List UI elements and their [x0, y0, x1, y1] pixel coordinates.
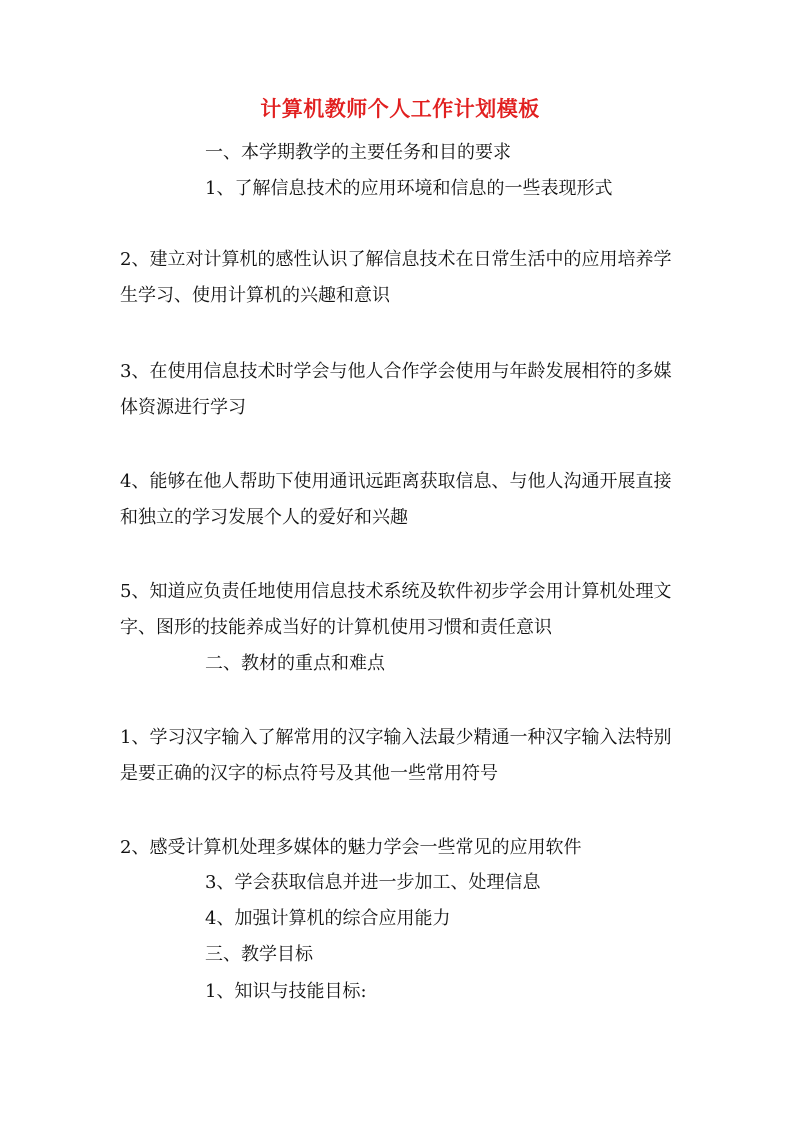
paragraph-2-3: 3、学会获取信息并进一步加工、处理信息: [205, 872, 541, 893]
paragraph-1-5: 5、知道应负责任地使用信息技术系统及软件初步学会用计算机处理文字、图形的技能养成当好的计算机使用习惯和责任意识: [120, 581, 672, 638]
paragraph-1-3: 3、在使用信息技术时学会与他人合作学会使用与年龄发展相符的多媒体资源进行学习: [120, 361, 672, 418]
paragraph-2-1: 1、学习汉字输入了解常用的汉字输入法最少精通一种汉字输入法特别是要正确的汉字的标点符号及其他一些常用符号: [120, 727, 672, 784]
section-heading-3: 三、教学目标: [205, 944, 313, 965]
paragraph-3-1: 1、知识与技能目标:: [205, 981, 367, 1002]
paragraph-1-4: 4、能够在他人帮助下使用通讯远距离获取信息、与他人沟通开展直接和独立的学习发展个人的爱好和兴趣: [120, 471, 672, 528]
paragraph-2-2: 2、感受计算机处理多媒体的魅力学会一些常见的应用软件: [120, 837, 582, 858]
paragraph-1-2: 2、建立对计算机的感性认识了解信息技术在日常生活中的应用培养学生学习、使用计算机的兴趣和意识: [120, 249, 672, 306]
paragraph-2-4: 4、加强计算机的综合应用能力: [205, 908, 451, 929]
section-heading-2: 二、教材的重点和难点: [205, 653, 385, 674]
paragraph-1-1: 1、了解信息技术的应用环境和信息的一些表现形式: [205, 178, 613, 199]
section-heading-1: 一、本学期教学的主要任务和目的要求: [205, 142, 511, 163]
document-title: 计算机教师个人工作计划模板: [260, 96, 540, 121]
